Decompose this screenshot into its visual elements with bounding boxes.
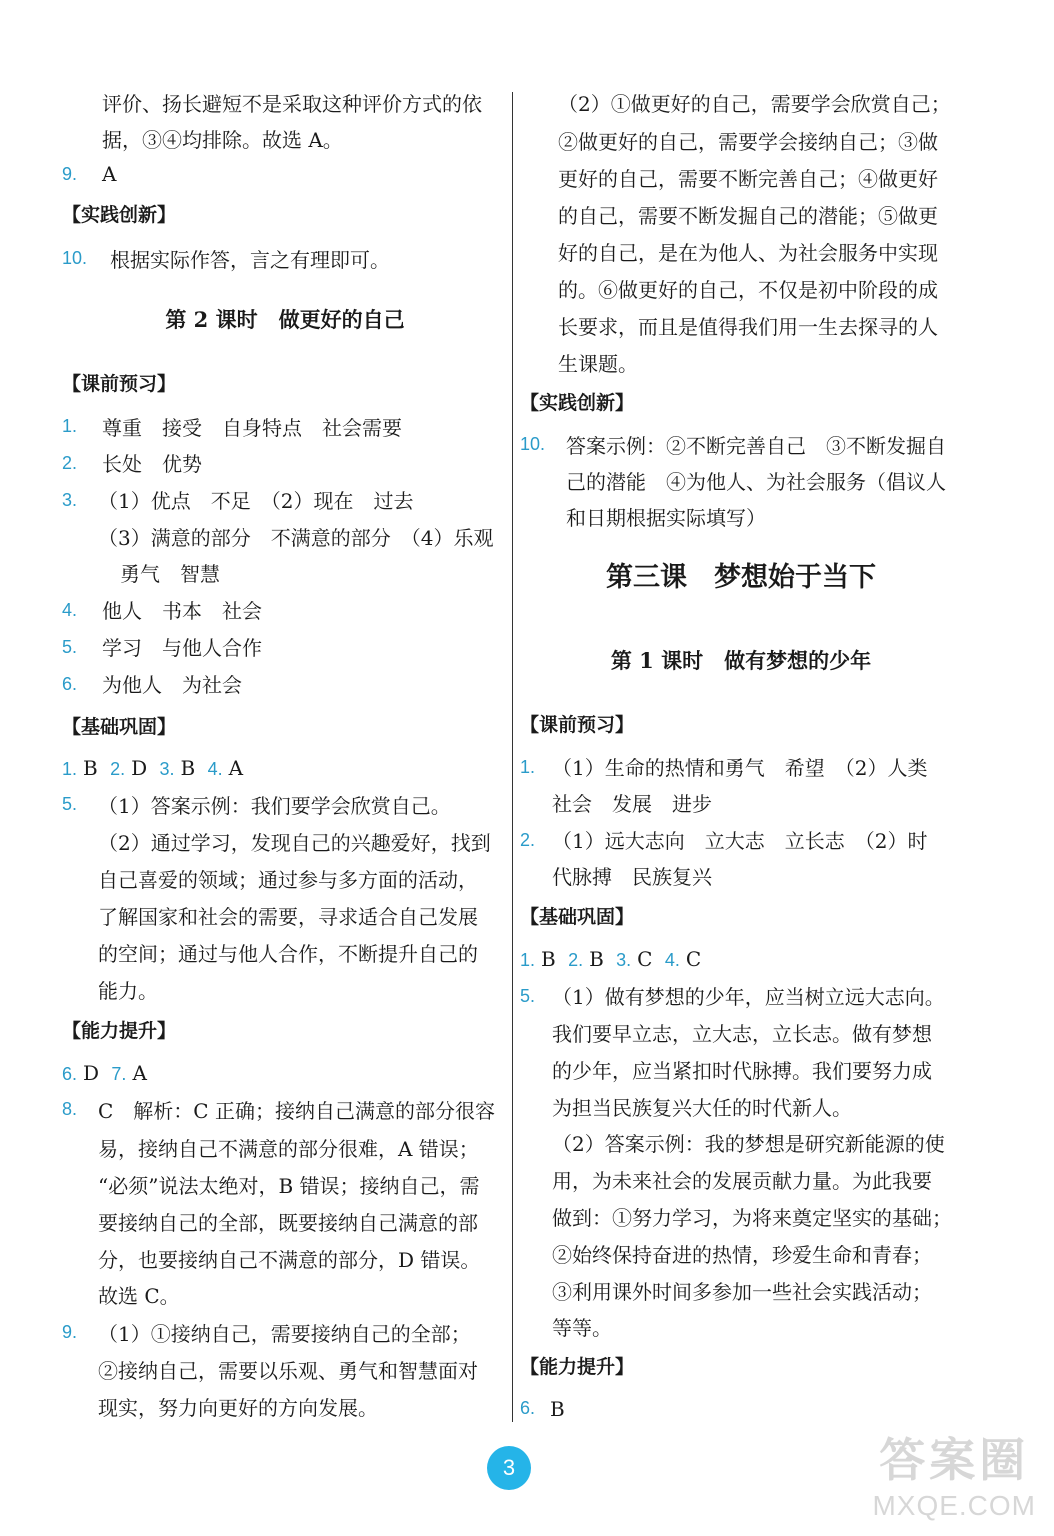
section-heading-basic: 【基础巩固】	[62, 716, 177, 738]
answer-text: 生课题。	[558, 352, 638, 376]
answer-text: （2）答案示例：我的梦想是研究新能源的使	[552, 1132, 945, 1156]
answer-text: 为担当民族复兴大任的时代新人。	[552, 1096, 852, 1120]
answer-text: 的空间；通过与他人合作，不断提升自己的	[98, 942, 478, 966]
answer-text: 更好的自己，需要不断完善自己；④做更好	[558, 167, 938, 191]
answer-text: 代脉搏 民族复兴	[552, 865, 712, 889]
lesson-title: 第 1 课时 做有梦想的少年	[610, 648, 872, 673]
answer-text: 为他人 为社会	[102, 673, 242, 697]
answer-text: （2）①做更好的自己，需要学会欣赏自己；	[558, 92, 951, 116]
answer-text: 现实，努力向更好的方向发展。	[98, 1396, 378, 1420]
answer-text: 长要求，而且是值得我们用一生去探寻的人	[558, 315, 938, 339]
answer-text: ②接纳自己，需要以乐观、勇气和智慧面对	[98, 1359, 478, 1383]
answer-text: 和日期根据实际填写）	[566, 506, 766, 530]
question-number: 6.	[62, 674, 78, 694]
choice-answer: B	[541, 947, 556, 971]
question-number: 1.	[520, 757, 536, 777]
answer-text: 我们要早立志，立大志，立长志。做有梦想	[552, 1022, 932, 1046]
answer-text: 做到：①努力学习，为将来奠定坚实的基础；	[552, 1206, 952, 1230]
question-number: 9.	[62, 1322, 78, 1342]
answer-text: （1）生命的热情和勇气 希望 （2）人类	[552, 756, 928, 780]
lesson-title: 第 2 课时 做更好的自己	[165, 307, 405, 332]
question-number: 6.	[62, 1064, 78, 1084]
question-number: 2.	[110, 759, 126, 779]
choice-answers-row	[62, 1061, 147, 1086]
answer-text: ②做更好的自己，需要学会接纳自己；③做	[558, 130, 938, 154]
question-number: 2.	[62, 453, 78, 473]
answer-text: 能力。	[98, 979, 158, 1003]
question-number: 5.	[520, 986, 536, 1006]
section-heading-practice: 【实践创新】	[520, 392, 635, 414]
question-number: 3.	[159, 759, 175, 779]
answer-text: 好的自己，是在为他人、为社会服务中实现	[558, 241, 938, 265]
answer-text: 用，为未来社会的发展贡献力量。为此我要	[552, 1169, 932, 1193]
text-line: 据，③④均排除。故选 A。	[102, 128, 343, 152]
answer-text: 要接纳自己的全部，既要接纳自己满意的部	[98, 1211, 478, 1235]
choice-answers-row	[520, 947, 701, 972]
answer-text: ②始终保持奋进的热情，珍爱生命和青春；	[552, 1243, 932, 1267]
question-number: 9.	[62, 164, 78, 184]
answer-text: 尊重 接受 自身特点 社会需要	[102, 416, 402, 440]
choice-answer: B	[550, 1397, 565, 1421]
question-number: 5.	[62, 794, 78, 814]
section-heading-practice: 【实践创新】	[62, 204, 177, 226]
section-heading-ability: 【能力提升】	[520, 1356, 635, 1378]
section-heading-basic: 【基础巩固】	[520, 906, 635, 928]
answer-text: 了解国家和社会的需要，寻求适合自己发展	[98, 905, 478, 929]
answer-text: （2）通过学习，发现自己的兴趣爱好，找到	[98, 831, 491, 855]
question-number: 10.	[62, 248, 88, 268]
section-heading-preview: 【课前预习】	[62, 373, 177, 395]
answer-text: （1）优点 不足 （2）现在 过去	[98, 489, 414, 513]
answer-text: （1）①接纳自己，需要接纳自己的全部；	[98, 1322, 471, 1346]
question-number: 2.	[568, 950, 584, 970]
question-number: 2.	[520, 830, 536, 850]
answer-text: 分，也要接纳自己不满意的部分，D 错误。	[98, 1248, 481, 1272]
choice-answer: B	[180, 756, 196, 780]
answer-text: 答案示例：②不断完善自己 ③不断发掘自	[566, 434, 946, 458]
choice-answer: B	[83, 756, 98, 780]
answer-text: 的自己，需要不断发掘自己的潜能；⑤做更	[558, 204, 938, 228]
choice-answer: B	[589, 947, 604, 971]
answer-text: 的少年，应当紧扣时代脉搏。我们要努力成	[552, 1059, 932, 1083]
section-heading-ability: 【能力提升】	[62, 1020, 177, 1042]
question-number: 1.	[62, 416, 78, 436]
answer-text: 自己喜爱的领域；通过参与多方面的活动，	[98, 868, 478, 892]
question-number: 3.	[616, 950, 632, 970]
page-number-badge: 3	[487, 1446, 531, 1490]
choice-answer: A	[132, 1061, 147, 1085]
answer-text: （3）满意的部分 不满意的部分 （4）乐观	[98, 526, 494, 550]
answer-text: 易，接纳自己不满意的部分很难，A 错误；	[98, 1137, 479, 1161]
chapter-title: 第三课 梦想始于当下	[606, 562, 876, 593]
answer-text: 的。⑥做更好的自己，不仅是初中阶段的成	[558, 278, 938, 302]
choice-answer: D	[83, 1061, 100, 1085]
column-divider	[512, 92, 513, 1422]
answer-text: 他人 书本 社会	[102, 599, 262, 623]
answer-text: C 解析：C 正确；接纳自己满意的部分很容	[98, 1099, 495, 1123]
question-number: 10.	[520, 434, 546, 454]
question-number: 6.	[520, 1398, 536, 1418]
question-number: 1.	[62, 759, 78, 779]
question-number: 8.	[62, 1099, 78, 1119]
answer-text: 故选 C。	[98, 1284, 180, 1308]
watermark-text: 答案圈	[879, 1433, 1030, 1487]
question-number: 3.	[62, 490, 78, 510]
choice-answers-row	[62, 756, 243, 781]
answer-text: 根据实际作答，言之有理即可。	[110, 248, 390, 272]
answer-text: （1）远大志向 立大志 立长志 （2）时	[552, 829, 928, 853]
answer-text: 长处 优势	[102, 452, 202, 476]
question-number: 4.	[62, 600, 78, 620]
answer-text: （1）答案示例：我们要学会欣赏自己。	[98, 794, 451, 818]
section-heading-preview: 【课前预习】	[520, 714, 635, 736]
answer-text: 勇气 智慧	[120, 562, 220, 586]
answer-text: 等等。	[552, 1316, 612, 1340]
answer-text: ③利用课外时间多参加一些社会实践活动；	[552, 1280, 932, 1304]
choice-answer: A	[228, 756, 244, 780]
answer-text: “必须”说法太绝对，B 错误；接纳自己，需	[98, 1174, 480, 1198]
choice-answer: C	[685, 947, 702, 971]
answer-text: A	[102, 162, 117, 186]
text-line: 评价、扬长避短不是采取这种评价方式的依	[102, 92, 482, 116]
watermark-url: MXQE.COM	[872, 1490, 1036, 1521]
question-number: 5.	[62, 637, 78, 657]
answer-text: 己的潜能 ④为他人、为社会服务（倡议人	[566, 470, 946, 494]
question-number: 4.	[664, 950, 680, 970]
choice-answer: C	[637, 947, 653, 971]
answer-text: （1）做有梦想的少年，应当树立远大志向。	[552, 985, 945, 1009]
watermark-logo	[872, 1424, 1036, 1522]
answer-text: 社会 发展 进步	[552, 792, 712, 816]
question-number: 4.	[207, 759, 223, 779]
answer-text: 学习 与他人合作	[102, 636, 262, 660]
choice-answer: D	[131, 756, 148, 780]
question-number: 7.	[111, 1064, 127, 1084]
question-number: 1.	[520, 950, 536, 970]
